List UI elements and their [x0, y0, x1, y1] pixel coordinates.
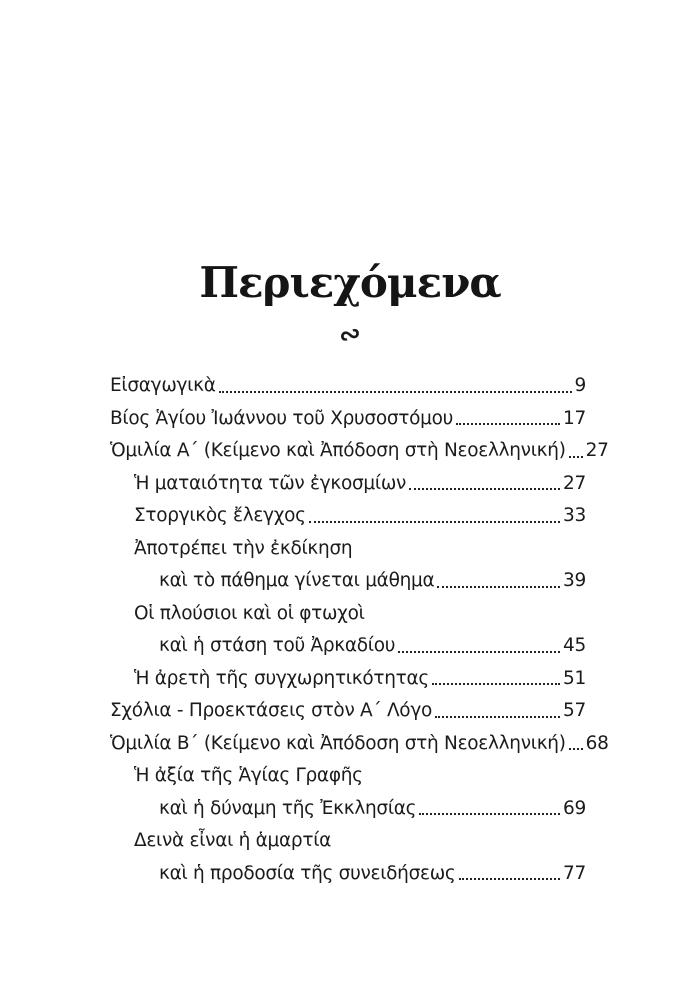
toc-entry-label: Ἀποτρέπει τὴν ἐκδίκηση: [134, 537, 353, 559]
toc-entry-label: Βίος Ἁγίου Ἰωάννου τοῦ Χρυσοστόμου: [110, 407, 454, 429]
page-title: Περιεχόμενα: [199, 258, 501, 307]
toc-entry-label: Ὁμιλία Α´ (Κείμενο καὶ Ἀπόδοση στὴ Νεοελληνική): [110, 440, 566, 461]
toc-entry-label: καὶ ἡ δύναμη τῆς Ἐκκλησίας: [159, 797, 417, 819]
toc-entry-label: Ἡ ἀξία τῆς Ἁγίας Γραφῆς: [134, 765, 363, 786]
toc-entry: [110, 435, 609, 468]
toc-entry: [110, 533, 586, 566]
toc-entry-label: Ὁμιλία Β´ (Κείμενο καὶ Ἀπόδοση στὴ Νεοελληνική): [110, 732, 566, 754]
dot-leader: [435, 716, 560, 718]
toc-entry-label: Ἡ ματαιότητα τῶν ἐγκοσμίων: [134, 472, 407, 494]
toc-entry-page: 27: [585, 440, 609, 461]
dot-leader: [432, 683, 560, 685]
toc-entry-page: 77: [563, 862, 586, 884]
toc-entry-label: Σχόλια - Προεκτάσεις στὸν Α´ Λόγο: [110, 700, 432, 721]
toc-entry-label: Ἡ ἀρετὴ τῆς συγχωρητικότητας: [134, 667, 429, 689]
dot-leader: [419, 813, 560, 815]
toc-entry-page: 45: [563, 635, 586, 656]
dot-leader: [409, 488, 560, 490]
toc-entry: [110, 403, 586, 436]
toc-entry: [110, 468, 586, 501]
toc-entry-page: 33: [563, 505, 586, 526]
toc-entry-page: 39: [563, 570, 586, 591]
toc-entry: [110, 630, 586, 663]
dot-leader: [437, 586, 560, 588]
toc-entry: [110, 500, 586, 533]
toc-entry: [110, 695, 586, 728]
toc-entry-label: Στοργικὸς ἔλεγχος: [134, 505, 306, 526]
toc-entry: [110, 598, 586, 631]
toc-entry-page: 51: [563, 667, 586, 689]
toc-list: [110, 370, 609, 890]
toc-entry-page: 27: [563, 472, 586, 494]
title-ornament-icon: ∾: [335, 317, 365, 353]
toc-entry-page: 57: [563, 700, 586, 721]
dot-leader: [309, 521, 560, 523]
toc-entry: [110, 565, 586, 598]
toc-entry-page: 9: [574, 375, 586, 396]
dot-leader: [569, 456, 583, 458]
dot-leader: [459, 878, 561, 880]
toc-entry: [110, 858, 586, 891]
toc-entry-page: 69: [563, 797, 586, 819]
toc-entry-label: Εἰσαγωγικὰ: [110, 375, 216, 396]
toc-entry: [110, 793, 586, 826]
toc-entry-label: καὶ ἡ στάση τοῦ Ἀρκαδίου: [159, 635, 396, 656]
dot-leader: [398, 651, 560, 653]
toc-entry-page: 68: [585, 732, 609, 754]
dot-leader: [569, 748, 583, 750]
toc-entry: [110, 728, 609, 761]
toc-entry-label: καὶ τὸ πάθημα γίνεται μάθημα: [159, 570, 435, 591]
toc-entry-page: 17: [563, 407, 586, 429]
toc-entry-label: καὶ ἡ προδοσία τῆς συνειδήσεως: [159, 862, 456, 884]
dot-leader: [456, 423, 560, 425]
toc-entry-label: Δεινὰ εἶναι ἡ ἁμαρτία: [134, 830, 332, 851]
toc-entry: [110, 825, 586, 858]
dot-leader: [219, 391, 572, 393]
toc-entry: [110, 760, 586, 793]
toc-entry-label: Οἱ πλούσιοι καὶ οἱ φτωχοὶ: [134, 602, 365, 624]
toc-entry: [110, 663, 586, 696]
